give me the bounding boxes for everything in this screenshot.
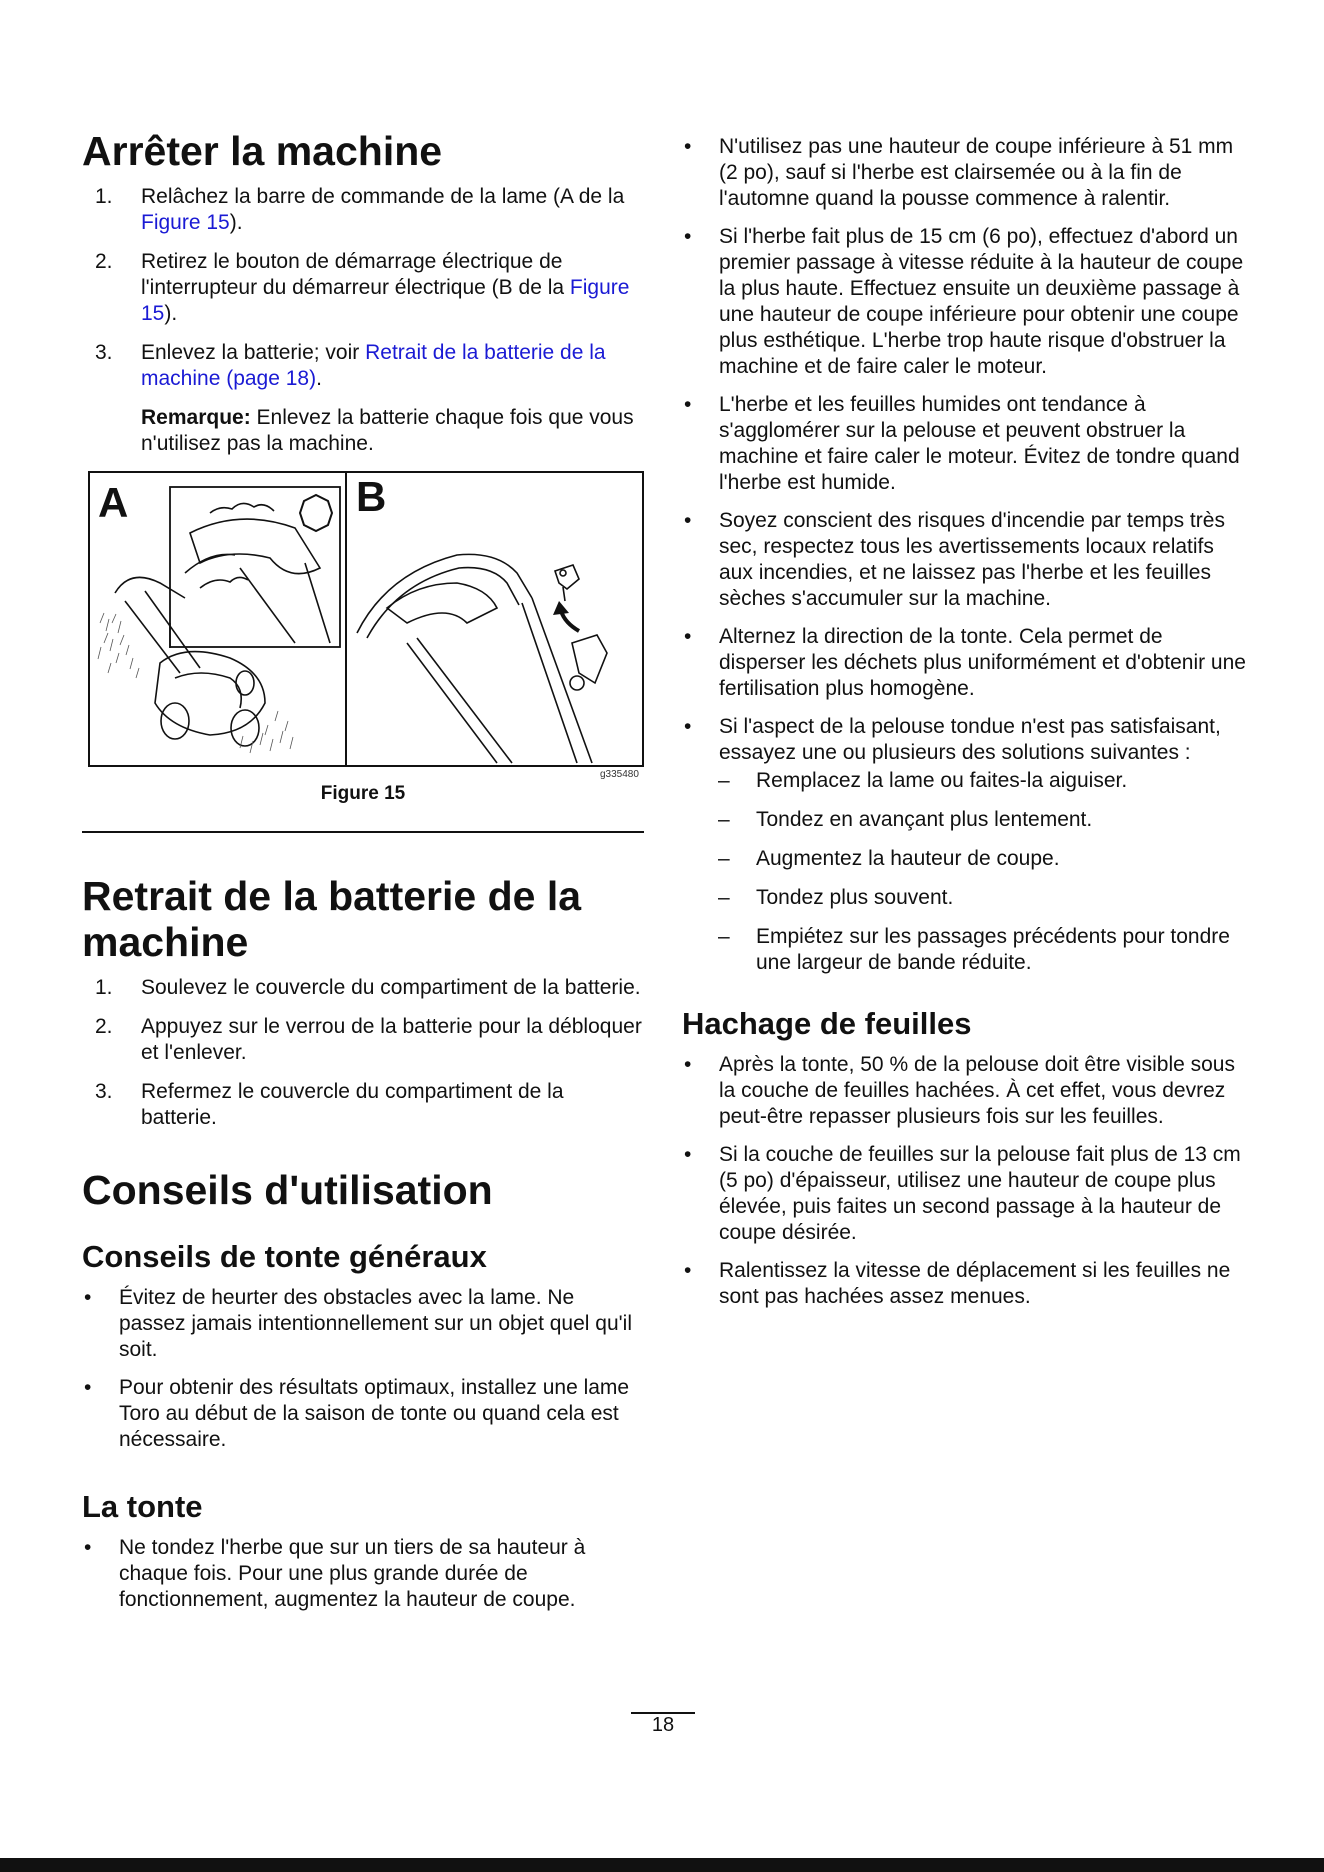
list-item: • Soyez conscient des risques d'incendie par temps très sec, respectez tous les avertissements locaux relatifs aux incendies, et ne laissez pas l'herbe et les feuilles sèches s'accumuler sur la machine.	[684, 509, 1225, 610]
list-item: • N'utilisez pas une hauteur de coupe inférieure à 51 mm (2 po), sauf si l'herbe est clairsemée ou à la fin de l'automne quand la pousse commence à ralentir.	[684, 135, 1234, 210]
mulching-list	[682, 1052, 1248, 1310]
stop-step-2: 2. Retirez le bouton de démarrage électrique de l'interrupteur du démarreur électrique (B de la Figure 15).	[95, 250, 630, 325]
list-item: • Ralentissez la vitesse de déplacement si les feuilles ne sont pas hachées assez menues.	[684, 1259, 1231, 1308]
stop-steps-list	[82, 184, 644, 392]
note	[82, 405, 644, 457]
section-title-retrait: Retrait de la batterie de la machine	[82, 873, 582, 965]
list-item: • L'herbe et les feuilles humides ont tendance à s'agglomérer sur la pelouse et peuvent obstruer la machine et faire caler le moteur. Évitez de tondre quand l'herbe est humide.	[684, 393, 1240, 494]
stop-step-3: 3. Enlevez la batterie; voir Retrait de la batterie de la machine (page 18).	[95, 341, 606, 390]
list-item: – Tondez plus souvent.	[718, 886, 954, 909]
note-label: Remarque:	[141, 406, 251, 429]
list-item: • Si la couche de feuilles sur la pelouse fait plus de 13 cm (5 po) d'épaisseur, utilisez une hauteur de coupe plus élevée, puis faites un second passage à la hauteur de coupe désirée.	[684, 1143, 1241, 1244]
handle-key-illustration	[347, 473, 642, 765]
mower-illustration	[90, 473, 345, 765]
list-item: • Évitez de heurter des obstacles avec la lame. Ne passez jamais intentionnellement sur un objet quel qu'il soit.	[84, 1286, 632, 1361]
section-divider	[82, 831, 644, 833]
subsection-title-hachage: Hachage de feuilles	[682, 1006, 972, 1041]
list-item: • Alternez la direction de la tonte. Cela permet de disperser les déchets plus uniformément et d'obtenir une fertilisation plus homogène.	[684, 625, 1246, 700]
battery-step-2: 2. Appuyez sur le verrou de la batterie pour la débloquer et l'enlever.	[95, 1015, 642, 1064]
list-item: • Si l'herbe fait plus de 15 cm (6 po), effectuez d'abord un premier passage à vitesse réduite à la hauteur de coupe la plus haute. Effectuez ensuite un deuxième passage à une hauteur de coupe inférieure pour obtenir une coupe plus esthétique. L'herbe trop haute risque d'obstruer la machine et de faire caler le moteur.	[684, 225, 1244, 378]
solutions-list	[682, 768, 1248, 976]
left-column	[82, 128, 644, 1625]
figure-code: g335480	[600, 769, 639, 780]
battery-removal-link[interactable]: Retrait de la batterie de la machine (page 18)	[141, 341, 606, 390]
figure-15-block	[82, 471, 644, 811]
figure-15-link[interactable]: Figure 15	[141, 276, 630, 325]
battery-step-3: 3. Refermez le couvercle du compartiment de la batterie.	[95, 1080, 564, 1129]
bottom-edge-band	[0, 1858, 1324, 1872]
page-number: 18	[651, 1714, 675, 1736]
battery-steps-list	[82, 975, 644, 1131]
subsection-title-generaux: Conseils de tonte généraux	[82, 1239, 487, 1274]
stop-step-1: 1. Relâchez la barre de commande de la lame (A de la Figure 15).	[95, 185, 625, 234]
figure-caption: Figure 15	[320, 783, 406, 804]
figure-15	[88, 471, 644, 767]
right-column	[682, 134, 1248, 1322]
mowing-list	[82, 1535, 644, 1613]
list-item: – Remplacez la lame ou faites-la aiguiser.	[718, 769, 1128, 792]
battery-step-1: 1. Soulevez le couvercle du compartiment de la batterie.	[95, 976, 641, 999]
figure-15-link[interactable]: Figure 15	[141, 211, 230, 234]
list-item: • Après la tonte, 50 % de la pelouse doit être visible sous la couche de feuilles hachées. À cet effet, vous devrez peut-être repasser plusieurs fois sur les feuilles.	[684, 1053, 1235, 1128]
subsection-title-tonte: La tonte	[82, 1489, 203, 1524]
panel-a-label: A	[98, 479, 129, 526]
list-item: – Augmentez la hauteur de coupe.	[718, 847, 1060, 870]
mowing-tips-list	[682, 134, 1248, 976]
list-item: – Empiétez sur les passages précédents pour tondre une largeur de bande réduite.	[718, 925, 1230, 974]
section-title-conseils: Conseils d'utilisation	[82, 1167, 493, 1213]
list-item: – Tondez en avançant plus lentement.	[718, 808, 1093, 831]
panel-b-label: B	[356, 473, 387, 520]
list-item: • Si l'aspect de la pelouse tondue n'est pas satisfaisant, essayez une ou plusieurs des solutions suivantes : – Remplacez la lame ou faites-la aiguiser. – Tondez en avançant plus lentement. – Augmentez la hauteur de coupe. – Tondez plus souvent. – Empiétez sur les passages précédents pour tondre une largeur de bande réduite.	[682, 714, 1248, 976]
section-title-arreter: Arrêter la machine	[82, 128, 443, 174]
general-tips-list	[82, 1285, 644, 1453]
list-item: • Pour obtenir des résultats optimaux, installez une lame Toro au début de la saison de tonte ou quand cela est nécessaire.	[84, 1376, 630, 1451]
note-text: Enlevez la batterie chaque fois que vous n'utilisez pas la machine.	[141, 406, 634, 455]
list-item: • Ne tondez l'herbe que sur un tiers de sa hauteur à chaque fois. Pour une plus grande durée de fonctionnement, augmentez la hauteur de coupe.	[84, 1536, 586, 1611]
